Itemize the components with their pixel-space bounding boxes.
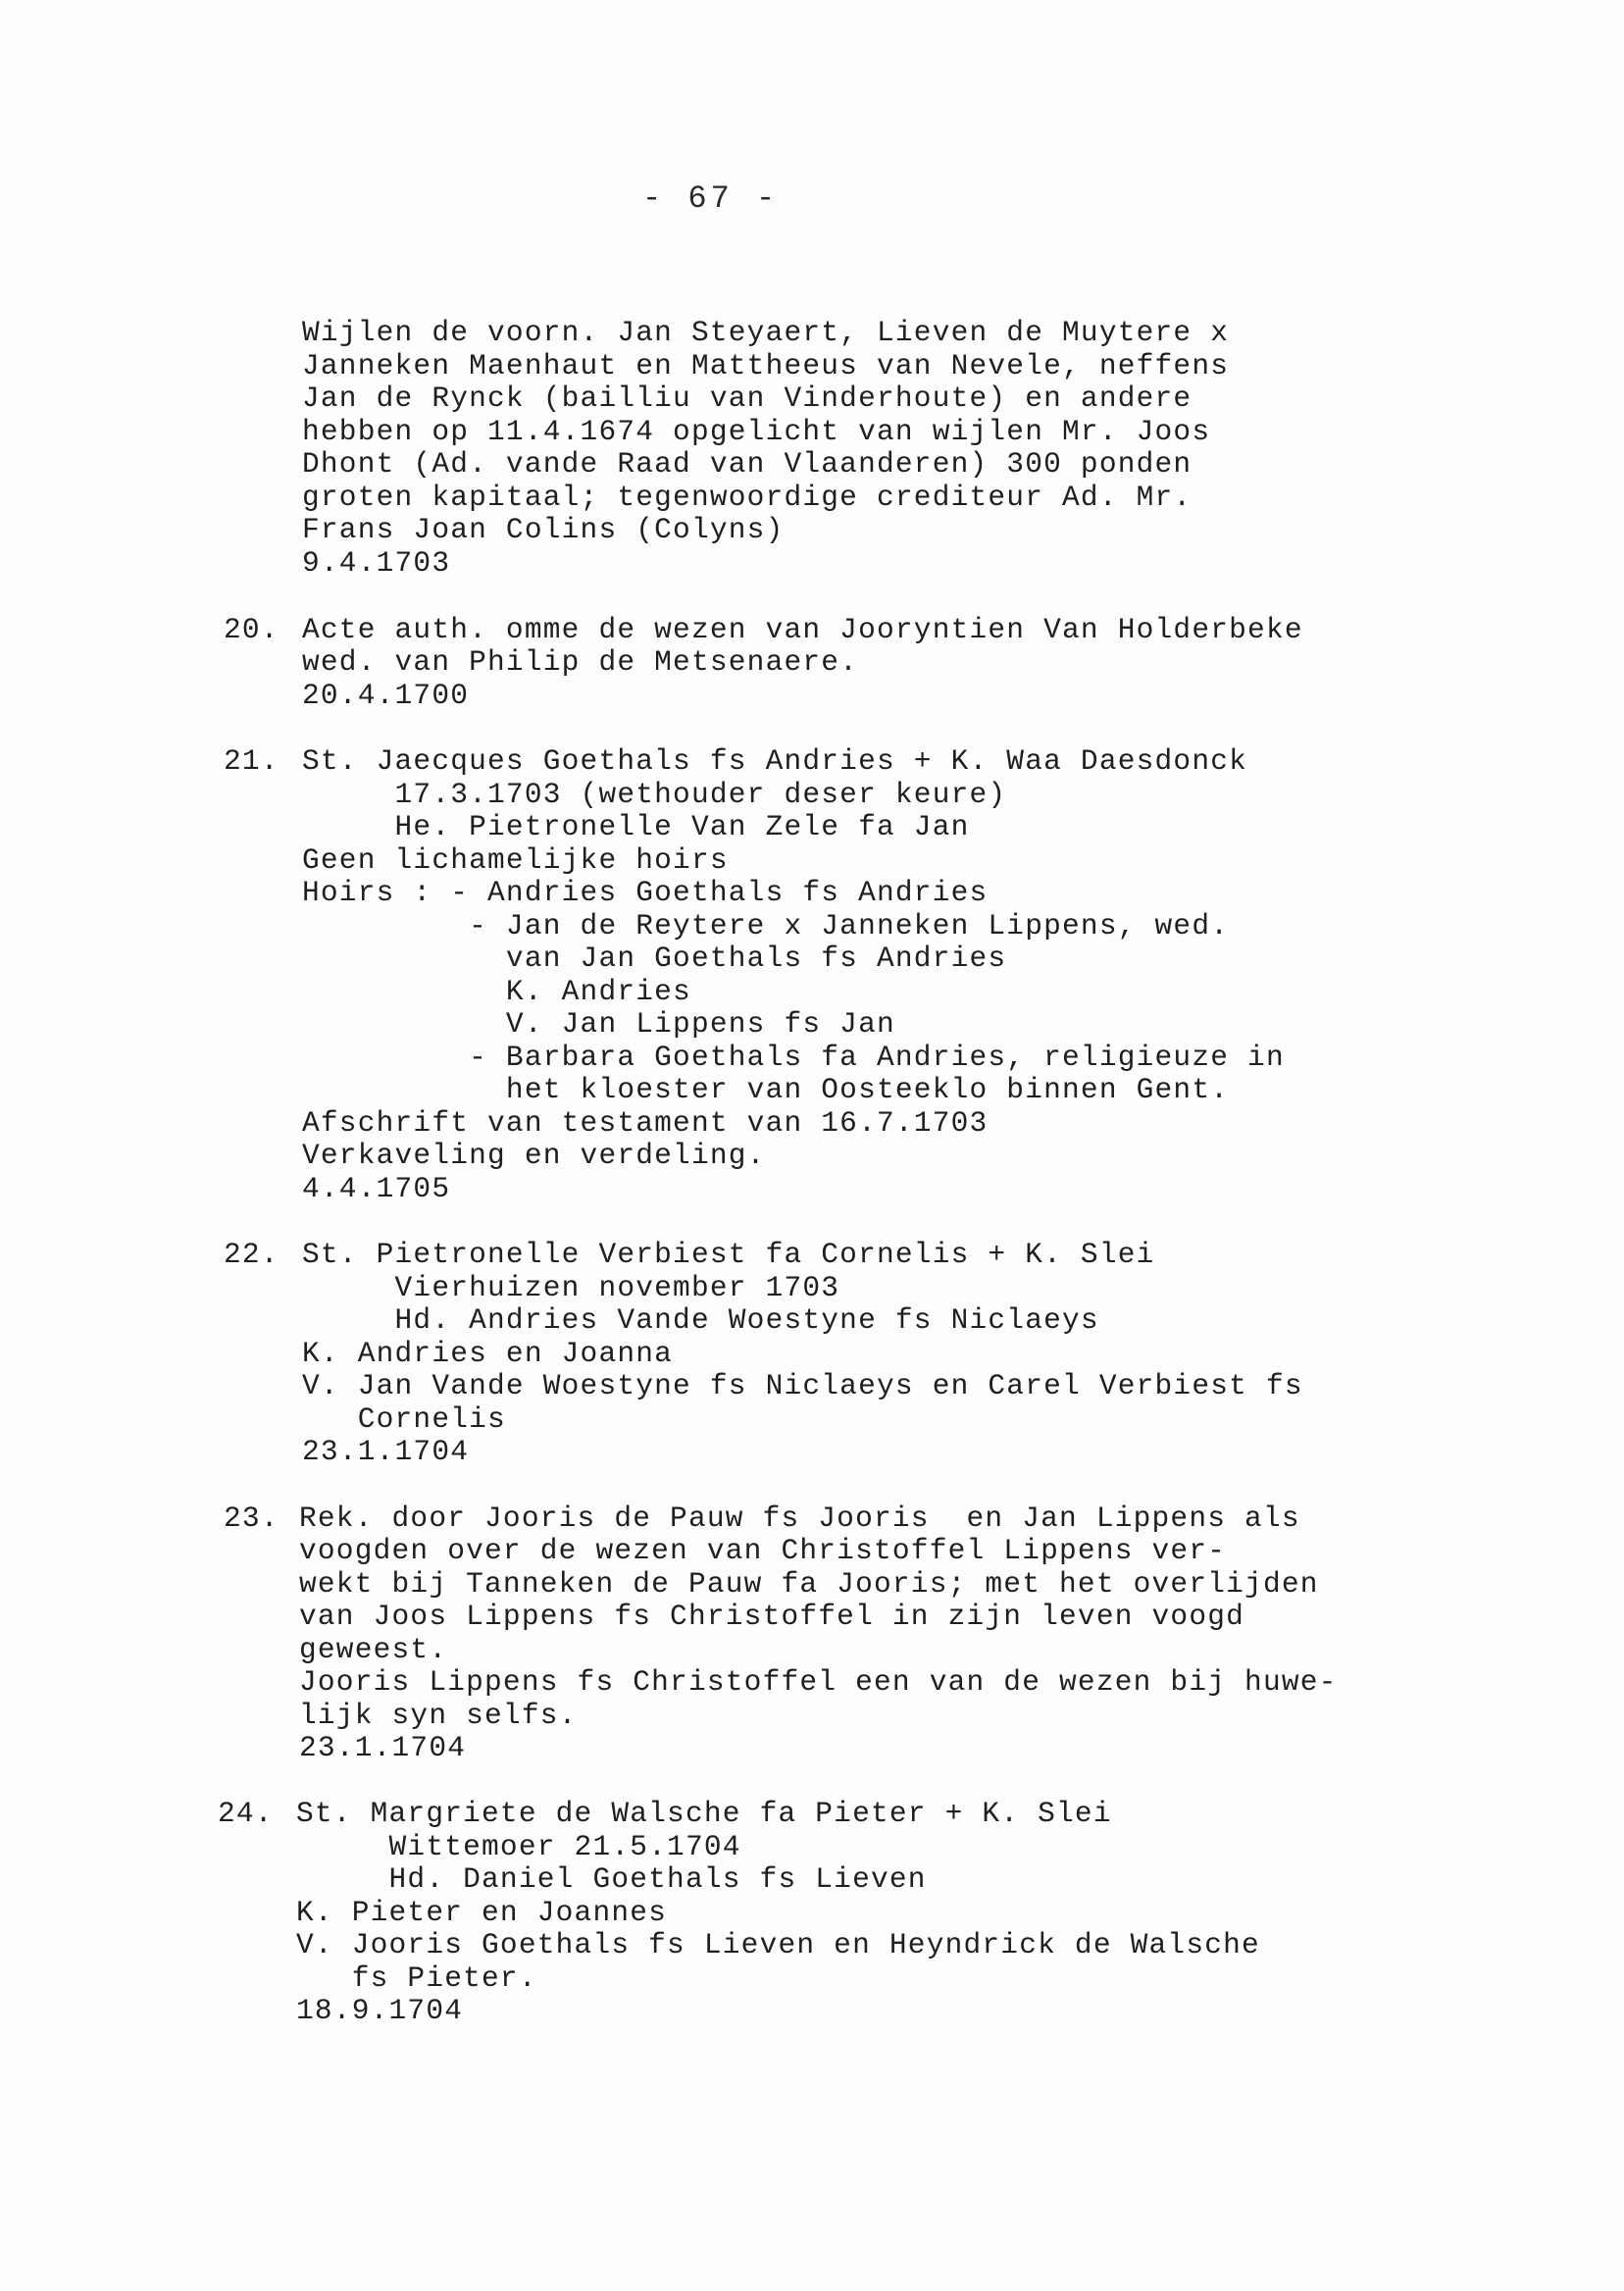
text-line: St. Pietronelle Verbiest fa Cornelis + K. Slei — [302, 1238, 1155, 1271]
text-line: Jooris Lippens fs Christoffel een van de wezen bij huwe- — [299, 1665, 1338, 1699]
text-line: van Joos Lippens fs Christoffel in zijn leven voogd — [299, 1600, 1245, 1633]
text-line: Afschrift van testament van 16.7.1703 — [302, 1106, 989, 1140]
text-line: van Jan Goethals fs Andries — [302, 942, 1007, 975]
date-line: 23.1.1704 — [302, 1435, 470, 1468]
text-line: Verkaveling en verdeling. — [302, 1139, 766, 1172]
text-line: wekt bij Tanneken de Pauw fa Jooris; met het overlijden — [299, 1567, 1319, 1601]
date-line: 18.9.1704 — [296, 1994, 464, 2027]
text-line: geweest. — [299, 1633, 448, 1666]
text-line: K. Pieter en Joannes — [296, 1896, 668, 1929]
text-line: St. Jaecques Goethals fs Andries + K. Waa Daesdonck — [302, 744, 1248, 778]
text-line: het kloester van Oosteeklo binnen Gent. — [302, 1073, 1230, 1106]
date-line: 9.4.1703 — [302, 546, 451, 580]
entry-number: 23. — [224, 1502, 279, 1535]
text-line: K. Andries — [302, 975, 691, 1008]
date-line: 23.1.1704 — [299, 1731, 467, 1764]
text-line: Hd. Daniel Goethals fs Lieven — [296, 1862, 927, 1896]
entry-number: 24. — [218, 1797, 274, 1830]
text-line: groten kapitaal; tegenwoordige crediteur Ad. Mr. — [302, 481, 1193, 514]
text-line: Janneken Maenhaut en Mattheeus van Nevele, neffens — [302, 349, 1230, 382]
entry-number: 22. — [224, 1238, 279, 1271]
date-line: 4.4.1705 — [302, 1172, 451, 1205]
text-line: V. Jan Lippens fs Jan — [302, 1007, 895, 1041]
text-line: 17.3.1703 (wethouder deser keure) — [302, 778, 1007, 811]
text-line: Wijlen de voorn. Jan Steyaert, Lieven de Muytere x — [302, 316, 1230, 349]
text-line: lijk syn selfs. — [299, 1699, 578, 1732]
text-line: Geen lichamelijke hoirs — [302, 843, 729, 877]
text-line: Frans Joan Colins (Colyns) — [302, 513, 785, 546]
text-line: hebben op 11.4.1674 opgelicht van wijlen Mr. Joos — [302, 415, 1211, 448]
entry-number: 20. — [224, 613, 279, 646]
text-line: wed. van Philip de Metsenaere. — [302, 645, 859, 679]
text-line: V. Jan Vande Woestyne fs Niclaeys en Carel Verbiest fs — [302, 1369, 1303, 1402]
text-line: Vierhuizen november 1703 — [302, 1271, 840, 1304]
text-line: fs Pieter. — [296, 1961, 537, 1995]
text-line: Wittemoer 21.5.1704 — [296, 1830, 741, 1863]
date-line: 20.4.1700 — [302, 679, 470, 712]
text-line: V. Jooris Goethals fs Lieven en Heyndrick de Walsche — [296, 1928, 1260, 1961]
text-line: Dhont (Ad. vande Raad van Vlaanderen) 300 ponden — [302, 447, 1193, 481]
page-number: - 67 - — [642, 180, 780, 217]
text-line: He. Pietronelle Van Zele fa Jan — [302, 810, 970, 843]
text-line: Rek. door Jooris de Pauw fs Jooris en Jan Lippens als — [299, 1502, 1300, 1535]
text-line: Hoirs : - Andries Goethals fs Andries — [302, 876, 989, 909]
text-line: - Jan de Reytere x Janneken Lippens, wed. — [302, 909, 1230, 942]
text-line: K. Andries en Joanna — [302, 1337, 674, 1370]
text-line: St. Margriete de Walsche fa Pieter + K. Slei — [296, 1797, 1112, 1830]
text-line: Hd. Andries Vande Woestyne fs Niclaeys — [302, 1303, 1099, 1337]
text-line: Acte auth. omme de wezen van Jooryntien Van Holderbeke — [302, 613, 1303, 646]
entry-number: 21. — [224, 744, 279, 778]
text-line: voogden over de wezen van Christoffel Lippens ver- — [299, 1534, 1227, 1567]
text-line: - Barbara Goethals fa Andries, religieuze in — [302, 1041, 1285, 1074]
text-line: Jan de Rynck (bailliu van Vinderhoute) en andere — [302, 382, 1193, 415]
text-line: Cornelis — [302, 1402, 506, 1436]
